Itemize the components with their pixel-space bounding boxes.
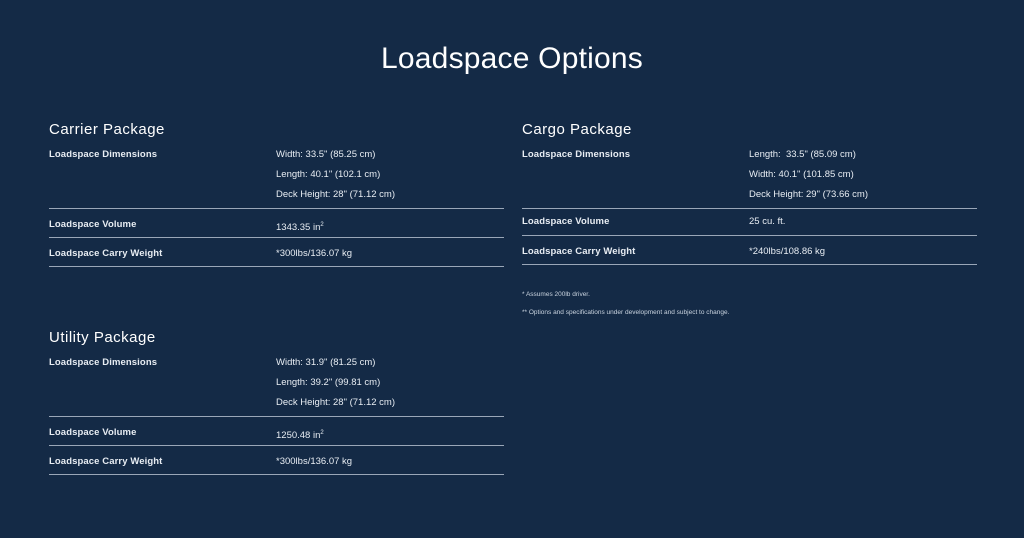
page-title: Loadspace Options xyxy=(381,42,643,75)
utility-dimensions-values xyxy=(276,353,395,413)
carrier-weight-row xyxy=(49,238,504,266)
utility-dimension-deck-height: Deck Height: 28" (71.12 cm) xyxy=(276,397,396,408)
carrier-weight-value: *300lbs/136.07 kg xyxy=(276,248,353,259)
utility-package-section xyxy=(49,328,504,475)
cargo-package-section xyxy=(522,120,977,265)
utility-dimensions-row xyxy=(49,353,504,416)
footnotes xyxy=(522,289,977,325)
cargo-volume-row xyxy=(522,209,977,235)
utility-dimensions-label: Loadspace Dimensions xyxy=(49,357,158,368)
cargo-dimension-width: Width: 40.1" (101.85 cm) xyxy=(749,169,854,180)
utility-volume-label: Loadspace Volume xyxy=(49,427,137,438)
footnote-specifications: ** Options and specifications under development and subject to change. xyxy=(522,309,730,316)
cargo-weight-label: Loadspace Carry Weight xyxy=(522,246,636,257)
cargo-dimensions-row xyxy=(522,145,977,208)
carrier-dimensions-values xyxy=(276,145,395,205)
cargo-weight-value: *240lbs/108.86 kg xyxy=(749,246,826,257)
utility-weight-row xyxy=(49,446,504,474)
cargo-dimension-length: Length: 33.5" (85.09 cm) xyxy=(749,149,856,160)
carrier-dimension-length: Length: 40.1" (102.1 cm) xyxy=(276,169,381,180)
cargo-weight-row xyxy=(522,236,977,264)
utility-dimension-length: Length: 39.2" (99.81 cm) xyxy=(276,377,381,388)
cargo-dimensions-values xyxy=(749,145,868,205)
footnote-driver-weight: * Assumes 200lb driver. xyxy=(522,291,590,298)
cargo-dimension-deck-height: Deck Height: 29" (73.66 cm) xyxy=(749,189,869,200)
utility-volume-row xyxy=(49,417,504,445)
carrier-volume-row xyxy=(49,209,504,237)
utility-volume-number: 1250.48 in xyxy=(276,430,321,442)
carrier-package-section xyxy=(49,120,504,267)
cargo-dimensions-label: Loadspace Dimensions xyxy=(522,149,631,160)
cargo-package-title: Cargo Package xyxy=(522,121,632,138)
utility-weight-label: Loadspace Carry Weight xyxy=(49,456,163,467)
carrier-dimensions-row xyxy=(49,145,504,208)
cargo-volume-value: 25 cu. ft. xyxy=(749,216,786,227)
carrier-package-title: Carrier Package xyxy=(49,121,165,138)
utility-dimension-width: Width: 31.9" (81.25 cm) xyxy=(276,357,376,368)
cargo-volume-label: Loadspace Volume xyxy=(522,216,610,227)
carrier-volume-number: 1343.35 in xyxy=(276,222,321,234)
utility-package-title: Utility Package xyxy=(49,329,156,346)
carrier-dimensions-label: Loadspace Dimensions xyxy=(49,149,158,160)
utility-volume-superscript: 2 xyxy=(320,430,324,436)
utility-weight-value: *300lbs/136.07 kg xyxy=(276,456,353,467)
carrier-volume-label: Loadspace Volume xyxy=(49,219,137,230)
carrier-weight-label: Loadspace Carry Weight xyxy=(49,248,163,259)
carrier-volume-superscript: 2 xyxy=(320,222,324,228)
carrier-dimension-deck-height: Deck Height: 28" (71.12 cm) xyxy=(276,189,396,200)
carrier-dimension-width: Width: 33.5" (85.25 cm) xyxy=(276,149,376,160)
